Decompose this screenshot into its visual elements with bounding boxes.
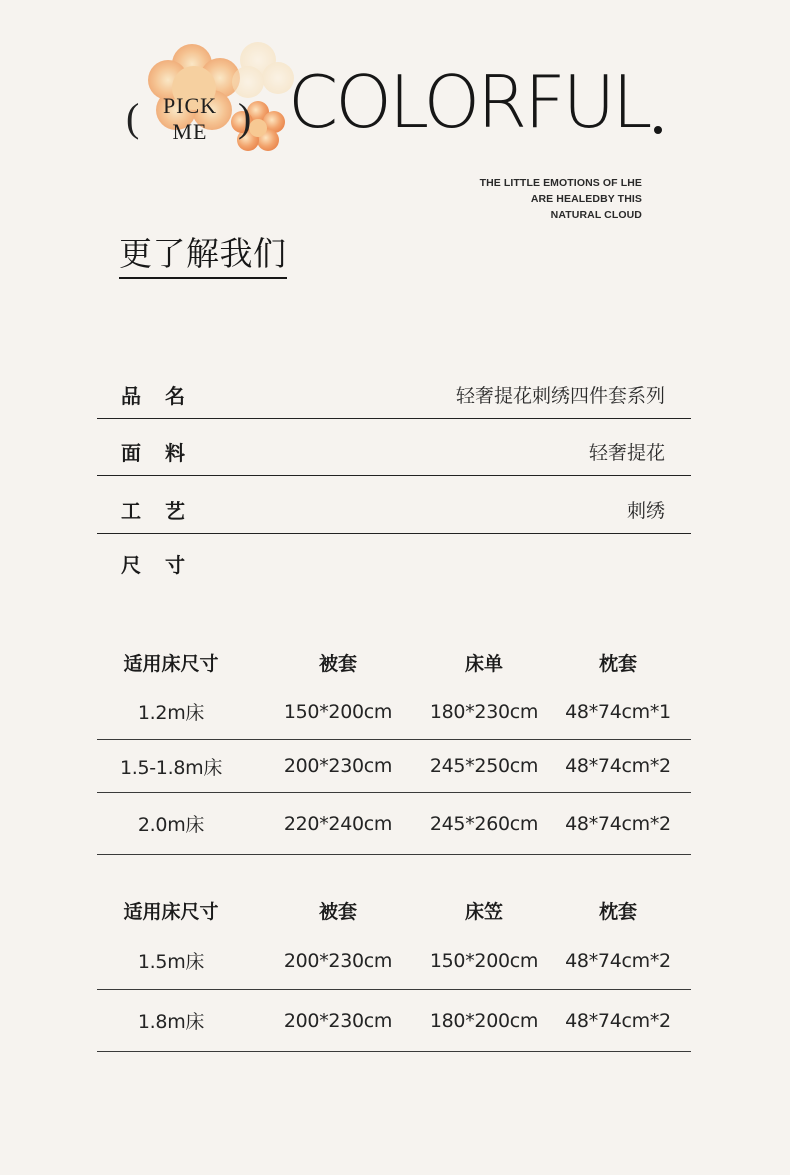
- table-cell: 180*200cm: [429, 1009, 539, 1032]
- table-cell: 245*260cm: [429, 812, 539, 835]
- table-header-cell: 床单: [464, 652, 503, 675]
- table-cell: 48*74cm*2: [565, 812, 671, 835]
- table-header-cell: 被套: [318, 652, 357, 675]
- spec-value: 轻奢提花刺绣四件套系列: [455, 385, 665, 407]
- table-cell: 1.5m床: [137, 951, 205, 973]
- spec-label: 工艺: [121, 499, 209, 523]
- tagline-line-3: NATURAL CLOUD: [550, 209, 642, 221]
- table-cell: 200*230cm: [283, 949, 393, 972]
- table-cell: 220*240cm: [283, 812, 393, 835]
- table-header-cell: 适用床尺寸: [123, 652, 219, 675]
- table-cell: 150*200cm: [283, 700, 393, 723]
- table-cell: 2.0m床: [137, 814, 205, 836]
- table-cell: 150*200cm: [429, 949, 539, 972]
- section-title: 更了解我们: [119, 232, 287, 279]
- table-cell: 200*230cm: [283, 755, 393, 777]
- table-cell: 48*74cm*2: [565, 1009, 671, 1032]
- table-cell: 48*74cm*2: [565, 949, 671, 972]
- table-cell: 200*230cm: [283, 1009, 393, 1032]
- spec-row-fabric: [97, 435, 691, 476]
- table-cell: 48*74cm*2: [565, 755, 671, 777]
- spec-label: 尺寸: [121, 553, 209, 577]
- table-header-cell: 被套: [318, 900, 357, 923]
- logo-pick-me: [150, 93, 230, 145]
- spec-row-product-name: [97, 378, 691, 419]
- table-header-cell: 枕套: [598, 652, 637, 675]
- table-header-row: [97, 888, 691, 932]
- logo-paren-left: (: [126, 95, 140, 140]
- table-header-row: [97, 640, 691, 684]
- table-cell: 48*74cm*1: [565, 700, 671, 723]
- logo-wordmark-dot: [654, 126, 662, 134]
- table-header-cell: 枕套: [598, 900, 637, 923]
- table-row: [97, 793, 691, 855]
- tagline-line-2: ARE HEALEDBY THIS: [530, 193, 642, 205]
- table-header-cell: 适用床尺寸: [123, 900, 219, 923]
- logo-paren-right: ): [238, 95, 252, 140]
- table-cell: 1.8m床: [137, 1011, 205, 1033]
- table-row: [97, 990, 691, 1052]
- size-table-sheet: [97, 640, 691, 855]
- table-cell: 180*230cm: [429, 700, 539, 723]
- spec-label: 面料: [121, 441, 209, 465]
- table-row: [97, 684, 691, 740]
- table-row: [97, 740, 691, 793]
- table-cell: 1.2m床: [137, 702, 205, 724]
- table-cell: 245*250cm: [429, 755, 539, 777]
- spec-value: 轻奢提花: [588, 442, 665, 464]
- logo-wordmark: COLORFUL: [288, 60, 650, 144]
- tagline-line-1: THE LITTLE EMOTIONS OF LHE: [479, 177, 642, 189]
- size-table-fitted-sheet: [97, 888, 691, 1052]
- spec-row-size: [97, 547, 691, 587]
- spec-label: 品名: [121, 384, 209, 408]
- logo-tagline: [480, 175, 642, 223]
- table-row: [97, 932, 691, 990]
- logo-pick-line1: PICK: [162, 93, 218, 118]
- spec-row-craft: [97, 493, 691, 534]
- table-cell: 1.5-1.8m床: [119, 756, 223, 779]
- spec-value: 刺绣: [626, 500, 665, 522]
- table-header-cell: 床笠: [464, 900, 503, 923]
- logo-pick-line2: ME: [172, 119, 208, 144]
